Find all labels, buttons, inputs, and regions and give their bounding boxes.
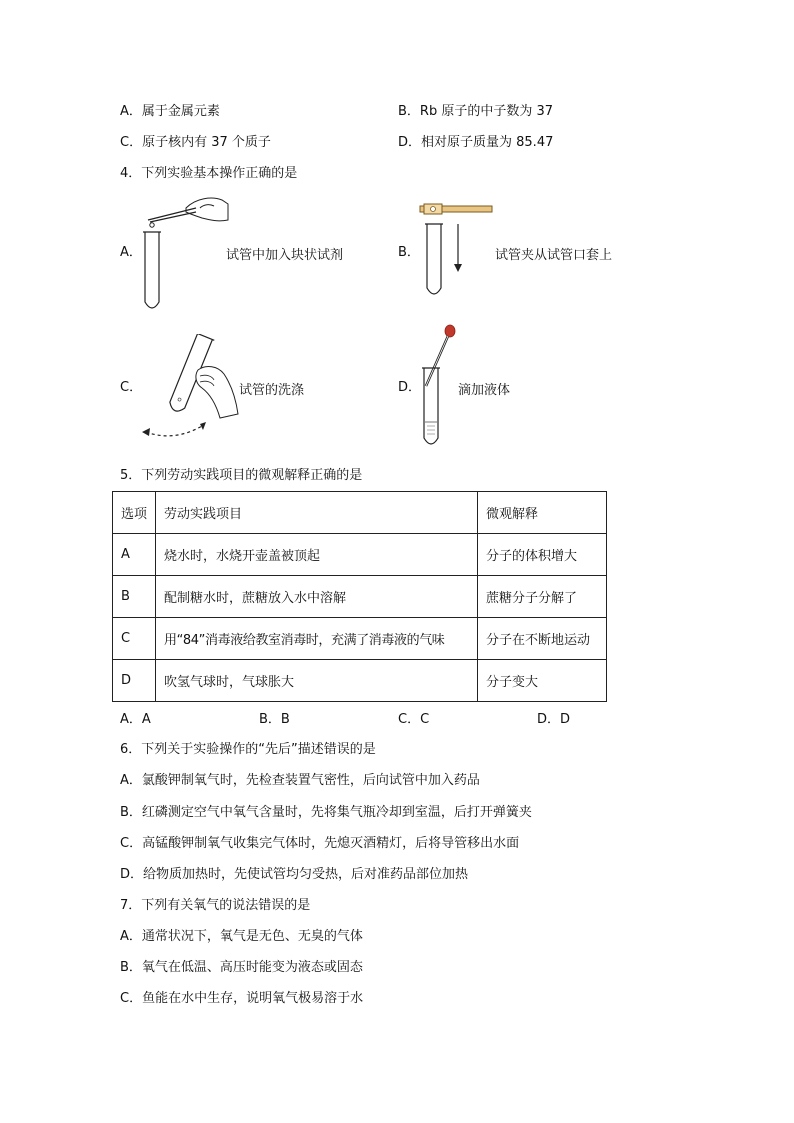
q6-option-b: B．红磷测定空气中氧气含量时，先将集气瓶冷却到室温，后打开弹簧夹 <box>120 805 532 820</box>
q3-option-d: D．相对原子质量为 85.47 <box>398 135 554 150</box>
table-header-cell: 微观解释 <box>478 492 607 534</box>
table-row <box>113 534 607 576</box>
table-cell: 吹氢气球时，气球胀大 <box>156 660 478 702</box>
table-cell: 分子变大 <box>478 660 607 702</box>
q7-option-c: C．鱼能在水中生存，说明氧气极易溶于水 <box>120 991 364 1006</box>
dropper-figure <box>414 322 460 452</box>
table-header-cell: 劳动实践项目 <box>156 492 478 534</box>
q7-option-b: B．氧气在低温、高压时能变为液态或固态 <box>120 960 363 975</box>
q4-stem: 4．下列实验基本操作正确的是 <box>120 166 298 181</box>
q5-answer-c: C．C <box>398 712 430 727</box>
q4-option-c-caption: 试管的洗涤 <box>239 383 305 398</box>
q3-option-a: A．属于金属元素 <box>120 104 220 119</box>
table-row <box>113 660 607 702</box>
table-row <box>113 576 607 618</box>
table-cell: A <box>113 534 156 576</box>
table-cell: 配制糖水时，蔗糖放入水中溶解 <box>156 576 478 618</box>
tube-washing-figure <box>140 334 240 442</box>
q6-option-d: D．给物质加热时，先使试管均匀受热，后对准药品部位加热 <box>120 867 469 882</box>
add-solid-reagent-figure <box>138 192 230 314</box>
q4-option-b-letter: B． <box>398 245 420 260</box>
q5-stem: 5．下列劳动实践项目的微观解释正确的是 <box>120 468 363 483</box>
q4-option-a-caption: 试管中加入块状试剂 <box>226 248 344 263</box>
table-header-cell: 选项 <box>113 492 156 534</box>
table-cell: C <box>113 618 156 660</box>
test-tube-holder-figure <box>418 200 498 302</box>
q5-table <box>112 491 607 702</box>
q4-option-d-caption: 滴加液体 <box>458 383 511 398</box>
table-cell: 蔗糖分子分解了 <box>478 576 607 618</box>
q7-stem: 7．下列有关氧气的说法错误的是 <box>120 898 311 913</box>
table-cell: B <box>113 576 156 618</box>
q3-option-c: C．原子核内有 37 个质子 <box>120 135 271 150</box>
q4-option-b-caption: 试管夹从试管口套上 <box>495 248 613 263</box>
table-cell: 用“84”消毒液给教室消毒时，充满了消毒液的气味 <box>156 618 478 660</box>
q6-stem: 6．下列关于实验操作的“先后”描述错误的是 <box>120 742 376 757</box>
q4-option-d-letter: D． <box>398 380 422 395</box>
q3-option-b: B．Rb 原子的中子数为 37 <box>398 104 554 119</box>
table-cell: 烧水时，水烧开壶盖被顶起 <box>156 534 478 576</box>
table-cell: D <box>113 660 156 702</box>
q7-option-a: A．通常状况下，氧气是无色、无臭的气体 <box>120 929 363 944</box>
q6-option-a: A．氯酸钾制氧气时，先检查装置气密性，后向试管中加入药品 <box>120 773 480 788</box>
table-row <box>113 618 607 660</box>
q4-option-c-letter: C． <box>120 380 143 395</box>
q4-option-a-letter: A． <box>120 245 142 260</box>
table-cell: 分子的体积增大 <box>478 534 607 576</box>
q5-answer-d: D．D <box>537 712 571 727</box>
q5-answer-a: A．A <box>120 712 151 727</box>
q6-option-c: C．高锰酸钾制氧气收集完气体时，先熄灭酒精灯，后将导管移出水面 <box>120 836 520 851</box>
table-cell: 分子在不断地运动 <box>478 618 607 660</box>
table-header-row <box>113 492 607 534</box>
q5-answer-b: B．B <box>259 712 290 727</box>
